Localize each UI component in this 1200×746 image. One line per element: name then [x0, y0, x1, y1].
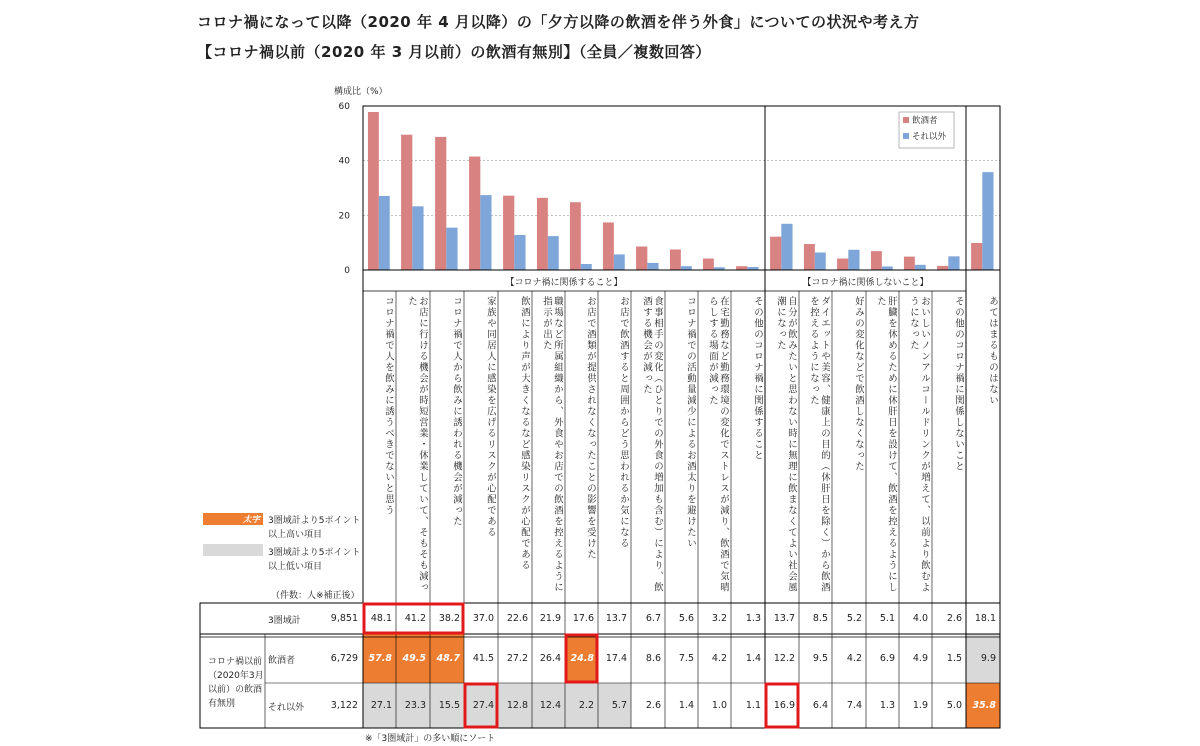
- group-label: 【コロナ禍に関係すること】: [505, 278, 623, 288]
- row-label: 飲酒者: [268, 655, 296, 666]
- y-tick-label: 0: [344, 266, 350, 276]
- table-cell: 27.2: [506, 652, 528, 664]
- bar-other: [882, 266, 893, 270]
- table-cell: 6.9: [879, 652, 895, 664]
- high-swatch-label: 太字: [242, 515, 260, 525]
- category-label: 飲酒により声が大きくなるなど感染リスクが心配である: [519, 296, 530, 571]
- bar-drinker: [636, 246, 647, 270]
- table-cell: 7.4: [846, 699, 862, 711]
- legend-label-other: それ以外: [912, 132, 947, 142]
- category-label: コロナ禍で人から飲みに誘われる機会が減った: [451, 296, 462, 527]
- bar-drinker: [770, 237, 781, 270]
- table-cell: 13.7: [605, 612, 627, 624]
- y-tick-label: 40: [338, 156, 350, 167]
- table-cell: 3.2: [711, 612, 727, 624]
- bar-drinker: [537, 198, 548, 270]
- group-label-4: 有無別: [208, 699, 236, 709]
- bar-other: [480, 195, 491, 270]
- category-label: 家族や同居人に感染を広げるリスクが心配である: [485, 296, 496, 538]
- table-cell: 7.5: [678, 652, 694, 664]
- bar-other: [848, 250, 859, 270]
- bar-drinker: [837, 259, 848, 270]
- table-cell: 2.6: [645, 699, 661, 711]
- unit-note: （件数：人※補正後）: [271, 591, 360, 601]
- category-label: お店で飲酒すると周囲からどう思われるか気になる: [618, 296, 629, 549]
- bar-drinker: [904, 257, 915, 270]
- bar-other: [815, 253, 826, 270]
- legend-swatch-drinker: [903, 117, 909, 123]
- table-cell: 1.9: [912, 699, 928, 711]
- footnote: ※「3圏域計」の多い順にソート: [365, 734, 496, 744]
- table-cell: 4.9: [912, 652, 928, 664]
- table-cell: 18.1: [974, 612, 996, 624]
- table-cell: 12.2: [773, 652, 795, 664]
- table-cell: 9.9: [980, 652, 996, 664]
- table-cell: 1.5: [946, 652, 962, 664]
- group-label: 【コロナ禍に関係しないこと】: [802, 278, 929, 288]
- chart-title-line1: コロナ禍になって以降（2020 年 4 月以降）の「夕方以降の飲酒を伴う外食」についての状況や考え方: [197, 13, 920, 31]
- table-cell: 13.7: [773, 612, 795, 624]
- table-cell: 5.2: [846, 612, 862, 624]
- category-label: 在宅勤務など勤務環境の変化でストレスが減り、飲酒で気晴らしする場面が減った: [707, 296, 729, 593]
- bar-other: [781, 224, 792, 270]
- category-label: あてはまるものはない: [987, 296, 998, 406]
- bar-other: [581, 264, 592, 270]
- table-cell: 1.0: [711, 699, 727, 711]
- bar-other: [915, 265, 926, 270]
- bar-drinker: [570, 202, 581, 270]
- bar-other: [548, 236, 559, 270]
- y-axis-label: 構成比（%）: [334, 87, 388, 97]
- table-cell: 16.9: [773, 699, 795, 711]
- row-count: 9,851: [330, 612, 358, 624]
- table-cell: 35.8: [972, 699, 996, 711]
- bar-other: [982, 172, 993, 270]
- table-cell: 41.2: [404, 612, 426, 624]
- row-count: 3,122: [330, 699, 358, 711]
- bar-other: [379, 196, 390, 270]
- bar-other: [948, 256, 959, 270]
- category-label: ダイエットや美容、健康上の目的（休肝日を除く）から飲酒を控えるようになった: [808, 296, 830, 593]
- bar-drinker: [401, 135, 412, 270]
- row-label: 3圏域計: [268, 615, 301, 626]
- table-cell: 49.5: [402, 652, 426, 664]
- bar-drinker: [804, 244, 815, 270]
- bar-drinker: [503, 196, 514, 270]
- group-label-3: 以前）の飲酒: [208, 685, 263, 695]
- bar-other: [446, 228, 457, 270]
- bar-other: [681, 266, 692, 270]
- table-cell: 17.4: [605, 652, 627, 664]
- table-cell: 12.8: [506, 699, 528, 711]
- table-cell: 57.8: [368, 652, 392, 664]
- legend-swatch-other: [903, 133, 909, 139]
- table-cell: 5.6: [678, 612, 694, 624]
- table-cell: 1.3: [745, 612, 761, 624]
- table-cell: 26.4: [539, 652, 561, 664]
- y-tick-label: 60: [338, 102, 350, 112]
- category-label: 自分が飲みたいと思わない時に無理に飲まなくてよい社会風潮になった: [775, 296, 797, 593]
- table-cell: 5.0: [946, 699, 962, 711]
- bar-drinker: [703, 259, 714, 270]
- y-tick-label: 20: [338, 211, 350, 222]
- table-cell: 8.6: [645, 652, 661, 664]
- table-cell: 1.1: [745, 699, 761, 711]
- category-label: おいしいノンアルコールドリンクが増えて、以前より飲むようになった: [908, 296, 930, 593]
- table-cell: 2.2: [578, 699, 594, 711]
- table-cell: 17.6: [572, 612, 594, 624]
- table-cell: 27.1: [370, 699, 392, 711]
- table-cell: 41.5: [472, 652, 494, 664]
- table-cell: 4.2: [711, 652, 727, 664]
- bar-drinker: [736, 266, 747, 270]
- table-cell: 24.8: [570, 652, 594, 664]
- row-label: それ以外: [268, 702, 305, 713]
- category-label: 肝臓を休めるために休肝日を設けて、飲酒を控えるようにした: [875, 296, 897, 593]
- table-cell: 5.1: [879, 612, 895, 624]
- table-cell: 37.0: [472, 612, 494, 624]
- low-legend-line2: 以上低い項目: [268, 562, 323, 572]
- bar-other: [647, 263, 658, 270]
- table-cell: 22.6: [506, 612, 528, 624]
- high-legend-line1: 3圏域計より5ポイント: [268, 516, 361, 526]
- table-cell: 5.7: [611, 699, 627, 711]
- bar-drinker: [871, 251, 882, 270]
- category-label: お店で酒類が提供されなくなったことの影響を受けた: [585, 296, 596, 560]
- table-cell: 15.5: [438, 699, 460, 711]
- table-cell: 4.0: [912, 612, 928, 624]
- high-legend-line2: 以上高い項目: [268, 530, 323, 540]
- bar-drinker: [469, 157, 480, 270]
- category-label: お店に行ける機会が時短営業・休業していて、そもそも減った: [406, 296, 428, 593]
- table-cell: 48.1: [370, 612, 392, 624]
- category-label: その他のコロナ禍に関係すること: [752, 296, 763, 461]
- bar-drinker: [937, 266, 948, 270]
- low-swatch: [203, 544, 263, 556]
- table-cell: 1.3: [879, 699, 895, 711]
- group-label-1: コロナ禍以前: [208, 657, 263, 667]
- table-cell: 48.7: [436, 652, 460, 664]
- bar-drinker: [670, 250, 681, 271]
- bar-other: [514, 235, 525, 270]
- table-cell: 21.9: [539, 612, 561, 624]
- category-label: 職場など所属組織から、外食やお店での飲酒を控えるように指示が出た: [541, 296, 563, 593]
- category-label: コロナ禍で人を飲みに誘うべきでないと思う: [383, 296, 394, 516]
- table-cell: 6.4: [812, 699, 828, 711]
- low-legend-line1: 3圏域計より5ポイント: [268, 548, 361, 558]
- legend-label-drinker: 飲酒者: [912, 116, 938, 126]
- group-label-2: （2020年3月: [208, 671, 264, 681]
- chart-title-line2: 【コロナ禍以前（2020 年 3 月以前）の飲酒有無別】（全員／複数回答）: [197, 43, 711, 61]
- category-label: 好みの変化などで飲酒しなくなった: [853, 296, 864, 472]
- table-cell: 12.4: [539, 699, 561, 711]
- high-swatch: [203, 513, 263, 525]
- bar-other: [614, 254, 625, 270]
- table-cell: 23.3: [404, 699, 426, 711]
- table-cell: 1.4: [745, 652, 761, 664]
- category-label: その他のコロナ禍に関係しないこと: [953, 296, 964, 472]
- bar-other: [412, 206, 423, 270]
- table-cell: 27.4: [472, 699, 494, 711]
- bar-drinker: [603, 222, 614, 270]
- table-cell: 6.7: [645, 612, 661, 624]
- table-cell: 38.2: [438, 612, 460, 624]
- bar-drinker: [368, 112, 379, 270]
- table-cell: 9.5: [812, 652, 828, 664]
- category-label: 食事相手の変化（ひとりでの外食の増加も含む）により、飲酒する機会が減った: [641, 296, 663, 593]
- row-count: 6,729: [330, 652, 358, 664]
- category-label: コロナ禍での活動量減少によるお酒太りを避けたい: [685, 296, 696, 549]
- table-cell: 2.6: [946, 612, 962, 624]
- bar-drinker: [435, 137, 446, 270]
- table-cell: 4.2: [846, 652, 862, 664]
- table-cell: 1.4: [678, 699, 694, 711]
- bar-drinker: [971, 243, 982, 270]
- table-cell: 8.5: [812, 612, 828, 624]
